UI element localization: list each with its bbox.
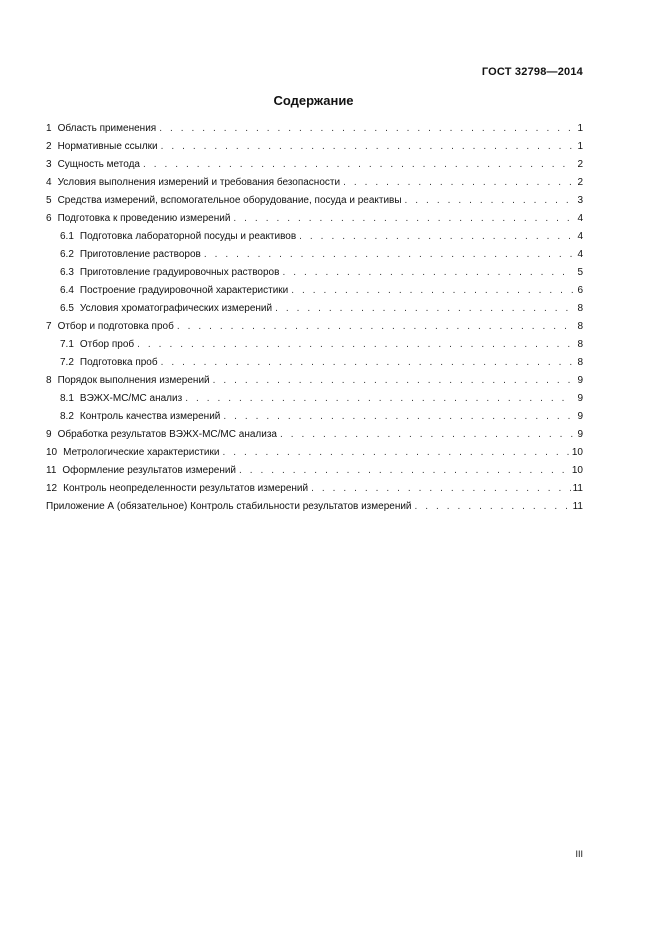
- toc-leader-dots: [161, 138, 573, 156]
- toc-entry-page: 8: [577, 321, 583, 332]
- toc-entry-page: 1: [577, 123, 583, 134]
- toc-entry-page: 4: [577, 249, 583, 260]
- toc-entry-title: Отбор и подготовка проб: [57, 321, 174, 332]
- toc-entry[interactable]: [46, 210, 583, 228]
- toc-entry-title: Контроль качества измерений: [79, 411, 221, 422]
- toc-leader-dots: [222, 444, 569, 462]
- page-header-code: ГОСТ 32798—2014: [481, 66, 583, 78]
- toc-entry-number: 9: [46, 429, 52, 440]
- toc-entry-number: 8: [46, 375, 52, 386]
- toc-entry[interactable]: [46, 192, 583, 210]
- toc-entry-page: 9: [577, 411, 583, 422]
- toc-entry-page: 6: [577, 285, 583, 296]
- toc-entry[interactable]: [46, 498, 583, 516]
- toc-entry-title: Контроль неопределенности результатов измерений: [63, 483, 309, 494]
- toc-entry-title: Условия хроматографических измерений: [79, 303, 273, 314]
- toc-leader-dots: [405, 192, 573, 210]
- toc-entry-page: 9: [577, 375, 583, 386]
- toc-entry-page: 4: [577, 231, 583, 242]
- toc-leader-dots: [143, 156, 573, 174]
- toc-entry-number: 7.1: [60, 339, 74, 350]
- toc-entry[interactable]: [46, 318, 583, 336]
- toc-entry-number: 5: [46, 195, 52, 206]
- toc-entry[interactable]: [46, 444, 583, 462]
- toc-entry-page: 5: [577, 267, 583, 278]
- toc-leader-dots: [299, 228, 573, 246]
- toc-entry[interactable]: [46, 336, 583, 354]
- toc-entry[interactable]: [46, 408, 583, 426]
- toc-leader-dots: [137, 336, 573, 354]
- toc-entry-number: 1: [46, 123, 52, 134]
- toc-entry[interactable]: [46, 282, 583, 300]
- toc-leader-dots: [223, 408, 573, 426]
- toc-entry[interactable]: [46, 228, 583, 246]
- toc-entry-number: 2: [46, 141, 52, 152]
- toc-entry-page: 9: [577, 429, 583, 440]
- toc-entry-title: Обработка результатов ВЭЖХ-МС/МС анализа: [57, 429, 277, 440]
- toc-entry[interactable]: [46, 390, 583, 408]
- toc-leader-dots: [177, 318, 573, 336]
- toc-entry[interactable]: [46, 174, 583, 192]
- toc-entry-title: Подготовка к проведению измерений: [57, 213, 231, 224]
- toc-entry-title: Отбор проб: [79, 339, 135, 350]
- toc-entry-title: Приготовление растворов: [79, 249, 201, 260]
- toc-entry-title: Построение градуировочной характеристики: [79, 285, 289, 296]
- toc-entry-number: 12: [46, 483, 58, 494]
- toc-entry-title: Сущность метода: [57, 159, 140, 170]
- toc-entry-title: Подготовка проб: [79, 357, 158, 368]
- toc-entry-title: Порядок выполнения измерений: [57, 375, 210, 386]
- toc-entry[interactable]: [46, 138, 583, 156]
- toc-entry-title: Область применения: [57, 123, 157, 134]
- toc-entry-number: 8.1: [60, 393, 74, 404]
- toc-entry[interactable]: [46, 300, 583, 318]
- toc-entry-page: 10: [571, 447, 583, 458]
- toc-leader-dots: [159, 120, 573, 138]
- toc-entry-number: 6.4: [60, 285, 74, 296]
- toc-leader-dots: [282, 264, 573, 282]
- toc-entry-number: 6.5: [60, 303, 74, 314]
- toc-title: Содержание: [273, 93, 354, 108]
- toc-leader-dots: [185, 390, 573, 408]
- toc-leader-dots: [213, 372, 573, 390]
- toc-entry-page: 11: [572, 483, 583, 494]
- toc-entry-title: Оформление результатов измерений: [62, 465, 237, 476]
- toc-leader-dots: [415, 498, 571, 516]
- toc-entry-number: 10: [46, 447, 58, 458]
- toc-entry-title: Подготовка лабораторной посуды и реактивов: [79, 231, 297, 242]
- toc-entry[interactable]: [46, 156, 583, 174]
- toc-entry-page: 10: [571, 465, 583, 476]
- toc-entry-page: 8: [577, 357, 583, 368]
- toc-entry-page: 11: [572, 501, 583, 512]
- toc-entry-number: 8.2: [60, 411, 74, 422]
- toc-entry-title: Приложение А (обязательное) Контроль стабильности результатов измерений: [46, 501, 412, 512]
- toc-entry-number: 4: [46, 177, 52, 188]
- toc-entry-number: 7.2: [60, 357, 74, 368]
- toc-entry-page: 2: [577, 159, 583, 170]
- toc-entry[interactable]: [46, 372, 583, 390]
- toc-entry[interactable]: [46, 264, 583, 282]
- toc-entry[interactable]: [46, 462, 583, 480]
- toc-entry[interactable]: [46, 246, 583, 264]
- toc-entry-page: 3: [577, 195, 583, 206]
- toc-entry-page: 8: [577, 339, 583, 350]
- toc-entry-number: 7: [46, 321, 52, 332]
- toc-entry[interactable]: [46, 480, 583, 498]
- toc-leader-dots: [311, 480, 571, 498]
- toc-leader-dots: [280, 426, 573, 444]
- toc-entry-number: 6.3: [60, 267, 74, 278]
- toc-entry-page: 8: [577, 303, 583, 314]
- toc-entry-page: 1: [577, 141, 583, 152]
- toc-entry-title: Метрологические характеристики: [63, 447, 220, 458]
- toc-entry-title: Средства измерений, вспомогательное оборудование, посуда и реактивы: [57, 195, 402, 206]
- toc-leader-dots: [161, 354, 573, 372]
- toc-entry-page: 9: [577, 393, 583, 404]
- page-number: III: [575, 849, 583, 859]
- toc-entry-title: Приготовление градуировочных растворов: [79, 267, 280, 278]
- toc-entry[interactable]: [46, 426, 583, 444]
- toc-entry-title: Нормативные ссылки: [57, 141, 158, 152]
- toc-entry-title: Условия выполнения измерений и требования безопасности: [57, 177, 341, 188]
- toc-entry[interactable]: [46, 354, 583, 372]
- toc-entry-number: 11: [46, 465, 57, 476]
- toc-entry[interactable]: [46, 120, 583, 138]
- toc-entry-page: 4: [577, 213, 583, 224]
- toc-leader-dots: [343, 174, 573, 192]
- toc-entry-page: 2: [577, 177, 583, 188]
- toc-leader-dots: [239, 462, 570, 480]
- toc-leader-dots: [233, 210, 573, 228]
- toc-leader-dots: [291, 282, 573, 300]
- toc-leader-dots: [204, 246, 573, 264]
- toc-leader-dots: [275, 300, 573, 318]
- toc-entry-number: 3: [46, 159, 52, 170]
- toc-entry-number: 6: [46, 213, 52, 224]
- table-of-contents: [46, 120, 583, 516]
- toc-entry-title: ВЭЖХ-МС/МС анализ: [79, 393, 183, 404]
- toc-entry-number: 6.1: [60, 231, 74, 242]
- toc-entry-number: 6.2: [60, 249, 74, 260]
